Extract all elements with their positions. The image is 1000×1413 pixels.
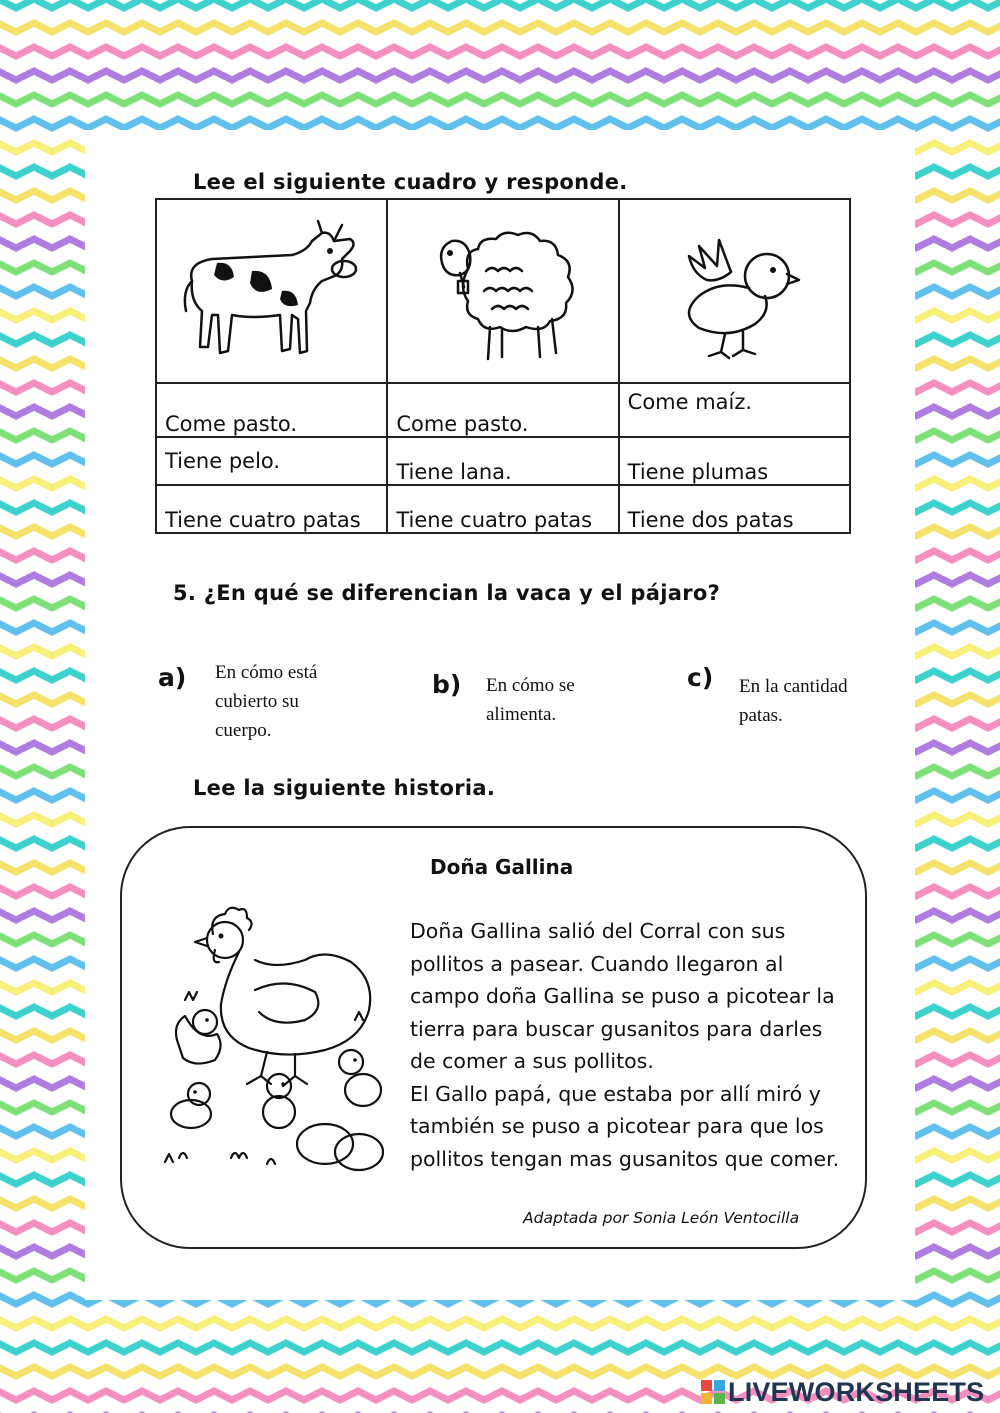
story-line: campo doña Gallina se puso a picotear la bbox=[410, 984, 835, 1008]
table-cell: Tiene pelo. bbox=[156, 437, 387, 485]
liveworksheets-brand-text: LIVEWORKSHEETS bbox=[728, 1376, 985, 1407]
option-b-line: En cómo se bbox=[486, 675, 575, 696]
story-text bbox=[410, 915, 860, 1175]
table-cell: Come pasto. bbox=[387, 383, 618, 437]
hen-and-chicks-icon bbox=[155, 900, 395, 1180]
chevron-stripe bbox=[0, 47, 1000, 56]
liveworksheets-logo-icon bbox=[700, 1379, 726, 1405]
chevron-stripe bbox=[0, 71, 1000, 80]
chevron-stripe bbox=[0, 0, 1000, 8]
table-cell: Tiene dos patas bbox=[619, 485, 850, 533]
cow-cell bbox=[156, 199, 387, 383]
story-line: de comer a sus pollitos. bbox=[410, 1049, 654, 1073]
chevron-stripe bbox=[0, 1319, 1000, 1328]
option-c-letter[interactable]: c) bbox=[687, 663, 714, 692]
story-line: El Gallo papá, que estaba por allí miró y bbox=[410, 1081, 821, 1106]
section-heading-table: Lee el siguiente cuadro y responde. bbox=[193, 170, 628, 194]
option-a-line: cubierto su bbox=[215, 691, 299, 712]
liveworksheets-logo[interactable] bbox=[700, 1375, 984, 1409]
story-line: tierra para buscar gusanitos para darles bbox=[410, 1016, 823, 1041]
table-cell: Come pasto. bbox=[156, 383, 387, 437]
chevron-stripe bbox=[0, 23, 1000, 32]
option-a-line: cuerpo. bbox=[215, 720, 272, 741]
story-line: pollitos tengan mas gusanitos que comer. bbox=[410, 1146, 840, 1171]
sheep-icon bbox=[408, 211, 598, 371]
option-b-line: alimenta. bbox=[486, 704, 557, 725]
option-a-letter[interactable]: a) bbox=[158, 663, 187, 692]
story-credit: Adaptada por Sonia León Ventocilla bbox=[523, 1209, 800, 1227]
option-c-line: patas. bbox=[739, 705, 783, 726]
story-line: Doña Gallina salió del Corral con sus bbox=[410, 919, 786, 943]
animal-comparison-table bbox=[155, 198, 851, 534]
table-cell: Tiene lana. bbox=[387, 437, 618, 485]
option-a-text[interactable] bbox=[215, 658, 317, 745]
option-a-line: En cómo está bbox=[215, 662, 318, 683]
chick-icon bbox=[659, 216, 809, 366]
cow-icon bbox=[172, 211, 372, 371]
sheep-cell bbox=[387, 199, 618, 383]
option-c-line: En la cantidad bbox=[739, 676, 848, 697]
table-cell: Tiene plumas bbox=[619, 437, 850, 485]
story-title: Doña Gallina bbox=[430, 855, 574, 879]
chevron-stripe bbox=[0, 1343, 1000, 1352]
chevron-stripe bbox=[0, 119, 1000, 128]
table-cell: Tiene cuatro patas bbox=[387, 485, 618, 533]
story-line: pollitos a pasear. Cuando llegaron al bbox=[410, 951, 784, 976]
table-cell: Come maíz. bbox=[619, 383, 850, 437]
option-c-text[interactable] bbox=[739, 672, 848, 730]
question-5-text: 5. ¿En qué se diferencian la vaca y el pájaro? bbox=[173, 581, 721, 605]
chick-cell bbox=[619, 199, 850, 383]
story-line: también se puso a picotear para que los bbox=[410, 1114, 824, 1138]
chevron-stripe bbox=[0, 95, 1000, 104]
section-heading-story: Lee la siguiente historia. bbox=[193, 776, 496, 800]
table-cell: Tiene cuatro patas bbox=[156, 485, 387, 533]
option-b-letter[interactable]: b) bbox=[432, 670, 462, 699]
option-b-text[interactable] bbox=[486, 671, 575, 729]
